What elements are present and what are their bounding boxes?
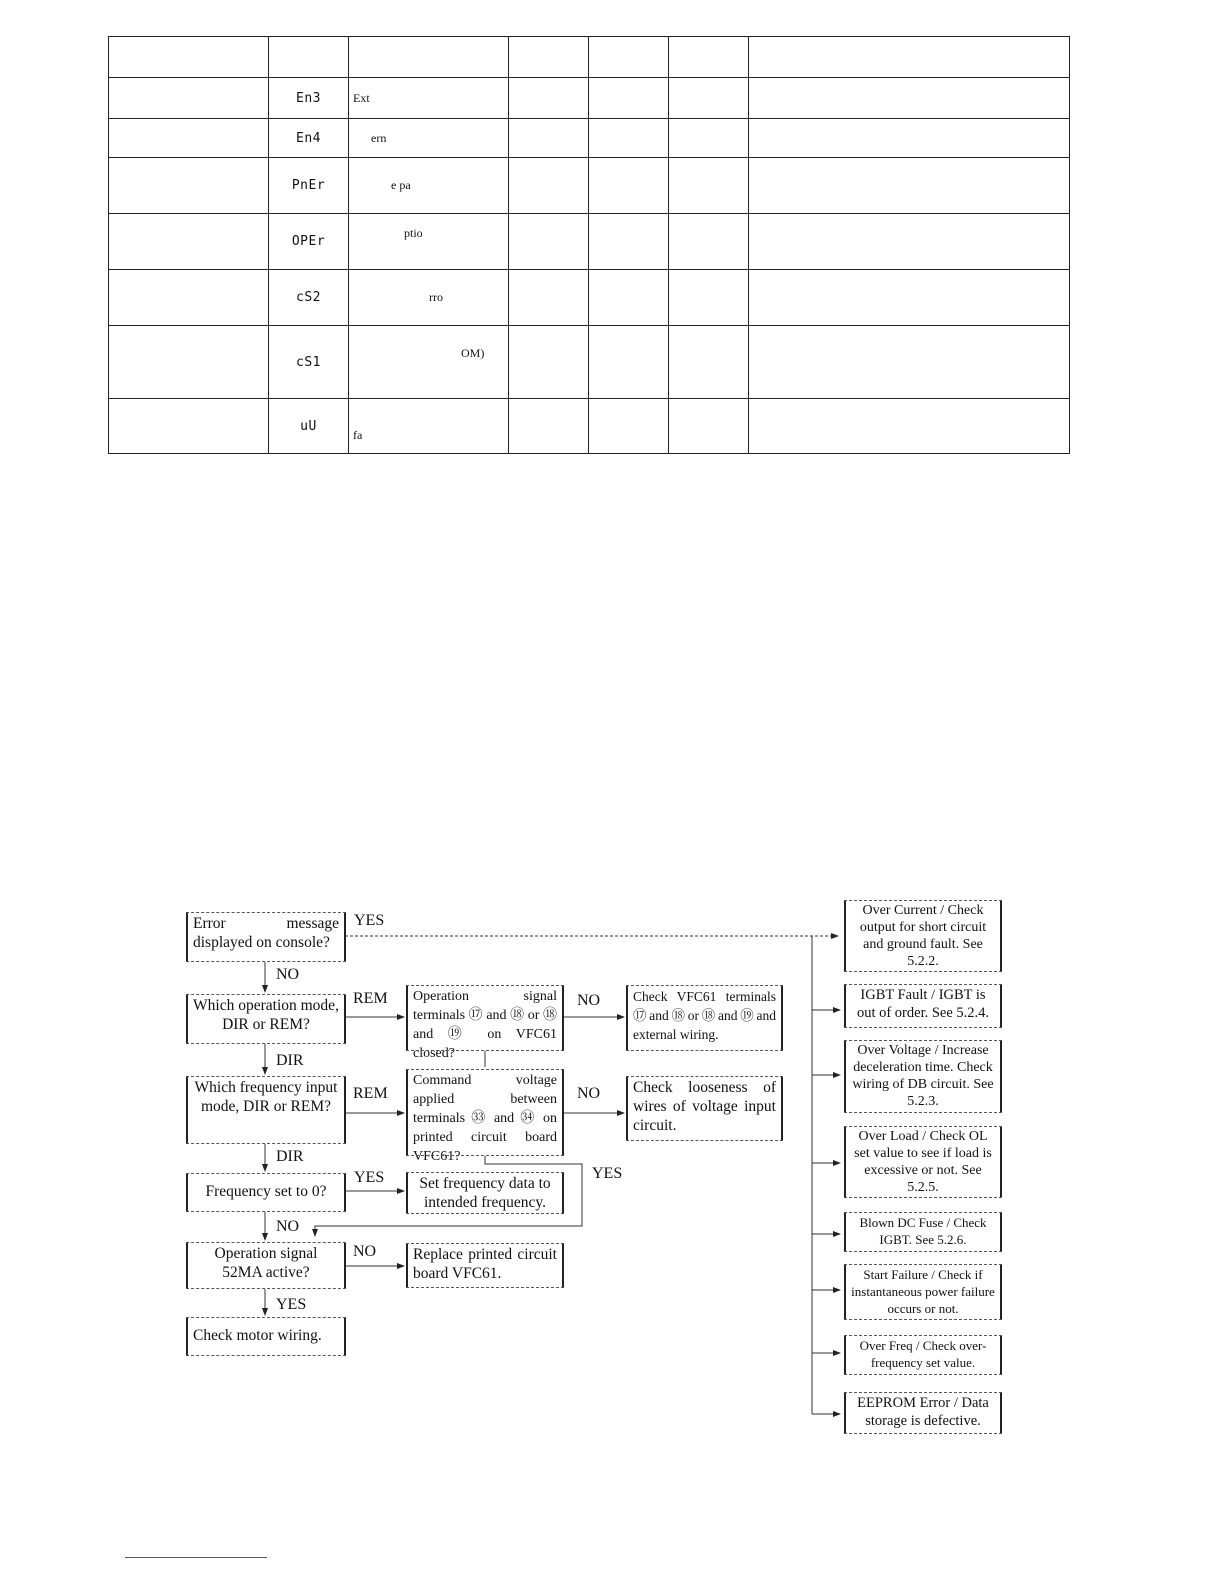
fault-code: En3 xyxy=(269,78,349,119)
fault-over-load: Over Load / Check OL set value to see if load is excessive or not. See 5.2.5. xyxy=(844,1126,1002,1198)
label-dir-freqmode: DIR xyxy=(276,1148,304,1165)
action-replace-board: Replace printed circuit board VFC61. xyxy=(406,1243,564,1288)
label-yes-cmdvolt: YES xyxy=(592,1165,623,1182)
fault-over-current: Over Current / Check output for short circuit and ground fault. See 5.2.2. xyxy=(844,900,1002,972)
label-no-error: NO xyxy=(276,966,300,983)
fault-desc: ern xyxy=(349,119,509,158)
fault-blown-dc-fuse: Blown DC Fuse / Check IGBT. See 5.2.6. xyxy=(844,1212,1002,1252)
fault-code: PnEr xyxy=(269,158,349,214)
fault-code: En4 xyxy=(269,119,349,158)
decision-operation-signal-closed: Operation signal terminals ⑰ and ⑱ or ⑱ and ⑲ on VFC61 closed? xyxy=(406,985,564,1051)
fault-igbt: IGBT Fault / IGBT is out of order. See 5.2.4. xyxy=(844,984,1002,1028)
decision-operation-mode: Which operation mode, DIR or REM? xyxy=(186,994,346,1044)
decision-error-displayed: Error message displayed on console? xyxy=(186,912,346,962)
label-yes-error: YES xyxy=(354,912,385,929)
label-dir-opmode: DIR xyxy=(276,1052,304,1069)
fault-start-failure: Start Failure / Check if instantaneous power failure occurs or not. xyxy=(844,1264,1002,1320)
label-rem-opmode: REM xyxy=(353,990,388,1007)
label-no-cmdvolt: NO xyxy=(577,1085,601,1102)
decision-command-voltage: Command voltage applied between terminals ㉝ and ㉞ on printed circuit board VFC61? xyxy=(406,1069,564,1156)
action-check-terminals: Check VFC61 terminals ⑰and⑱or⑱and⑲and external wiring. xyxy=(626,985,783,1051)
decision-frequency-zero: Frequency set to 0? xyxy=(186,1173,346,1212)
label-no-opsignal: NO xyxy=(577,992,601,1009)
fault-code: cS1 xyxy=(269,326,349,399)
action-set-frequency: Set frequency data to intended frequency. xyxy=(406,1172,564,1214)
action-check-motor-wiring: Check motor wiring. xyxy=(186,1317,346,1356)
footer-rule xyxy=(125,1557,267,1558)
fault-desc: rro xyxy=(349,270,509,326)
fault-code: cS2 xyxy=(269,270,349,326)
fault-code: OPEr xyxy=(269,214,349,270)
fault-over-voltage: Over Voltage / Increase deceleration time. Check wiring of DB circuit. See 5.2.3. xyxy=(844,1040,1002,1113)
decision-52ma-active: Operation signal 52MA active? xyxy=(186,1242,346,1289)
fault-desc: ptio xyxy=(349,214,509,270)
label-yes-freq0: YES xyxy=(354,1169,385,1186)
fault-over-freq: Over Freq / Check over-frequency set value. xyxy=(844,1335,1002,1375)
fault-desc: e pa xyxy=(349,158,509,214)
label-rem-freqmode: REM xyxy=(353,1085,388,1102)
fault-desc: OM) xyxy=(349,326,509,399)
fault-desc: fa xyxy=(349,399,509,454)
fault-desc: Ext xyxy=(349,78,509,119)
label-yes-52ma: YES xyxy=(276,1296,307,1313)
label-no-freq0: NO xyxy=(276,1218,300,1235)
fault-code: uU xyxy=(269,399,349,454)
fault-eeprom-error: EEPROM Error / Data storage is defective. xyxy=(844,1392,1002,1434)
label-no-52ma: NO xyxy=(353,1243,377,1260)
action-check-looseness: Check looseness of wires of voltage input circuit. xyxy=(626,1076,783,1141)
decision-frequency-input-mode: Which frequency input mode, DIR or REM? xyxy=(186,1076,346,1144)
